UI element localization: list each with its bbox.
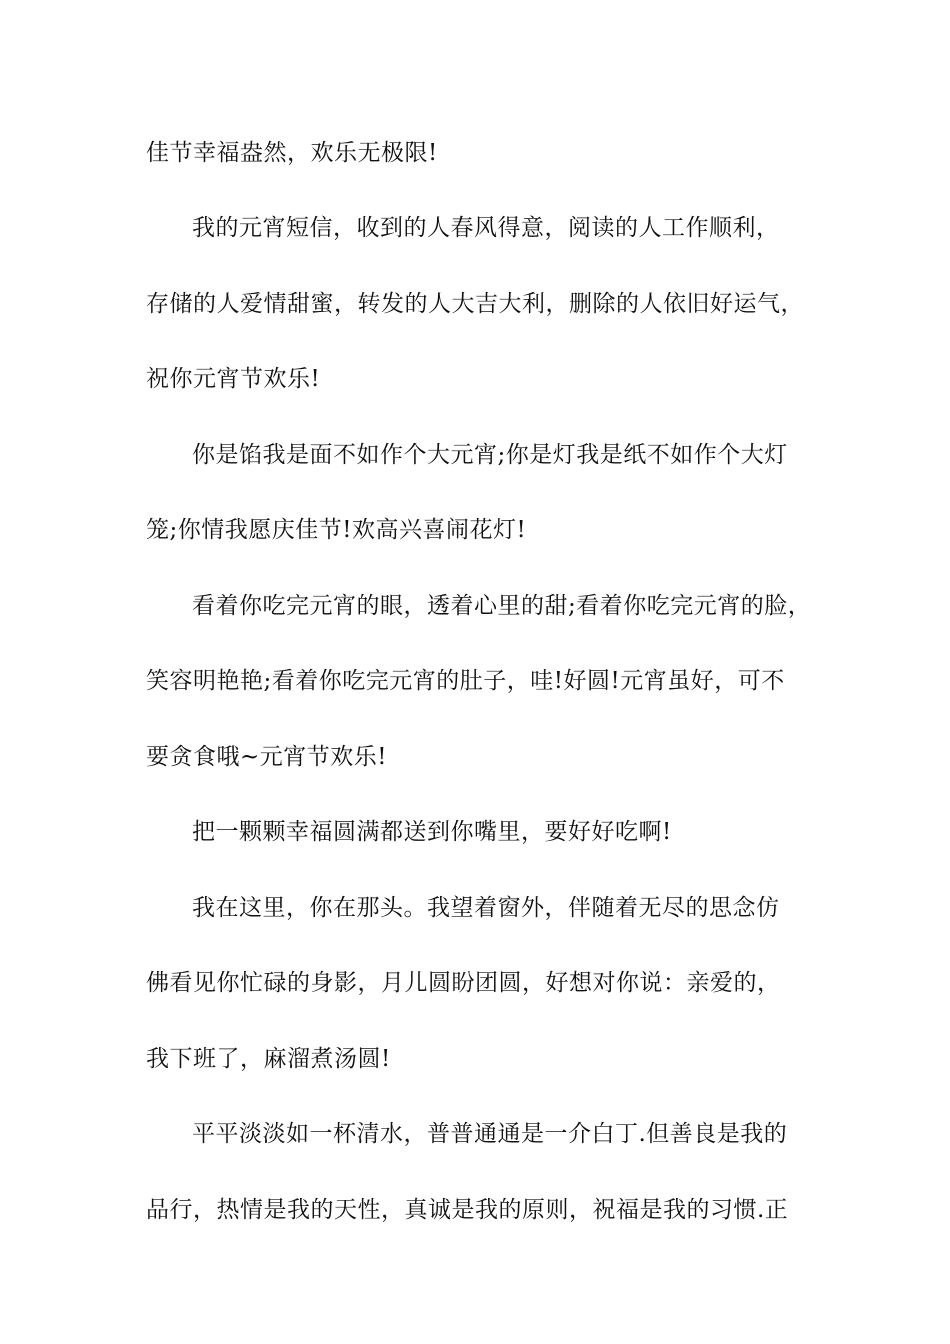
text-line: 佛看见你忙碌的身影，月儿圆盼团圆，好想对你说：亲爱的， — [146, 970, 781, 996]
text-line: 平平淡淡如一杯清水，普普通通是一介白丁.但善良是我的 — [192, 1121, 788, 1147]
text-line: 我的元宵短信，收到的人春风得意，阅读的人工作顺利， — [192, 215, 780, 241]
text-line: 祝你元宵节欢乐! — [146, 366, 321, 392]
text-line: 我下班了，麻溜煮汤圆! — [146, 1046, 391, 1072]
text-line: 把一颗颗幸福圆满都送到你嘴里，要好好吃啊! — [192, 819, 672, 845]
text-line: 要贪食哦~元宵节欢乐! — [146, 744, 388, 770]
text-line: 存储的人爱情甜蜜，转发的人大吉大利，删除的人依旧好运气， — [146, 291, 804, 317]
text-line: 品行，热情是我的天性，真诚是我的原则，祝福是我的习惯.正 — [146, 1197, 789, 1223]
text-line: 你是馅我是面不如作个大元宵;你是灯我是纸不如作个大灯 — [192, 442, 788, 468]
text-line: 笑容明艳艳;看着你吃完元宵的肚子，哇!好圆!元宵虽好，可不 — [146, 668, 785, 694]
text-line: 看着你吃完元宵的眼，透着心里的甜;看着你吃完元宵的脸， — [192, 593, 812, 619]
text-line: 佳节幸福盎然，欢乐无极限! — [146, 140, 438, 166]
text-line: 我在这里，你在那头。我望着窗外，伴随着无尽的思念仿 — [192, 895, 780, 921]
text-line: 笼;你情我愿庆佳节!欢高兴喜闹花灯! — [146, 517, 527, 543]
